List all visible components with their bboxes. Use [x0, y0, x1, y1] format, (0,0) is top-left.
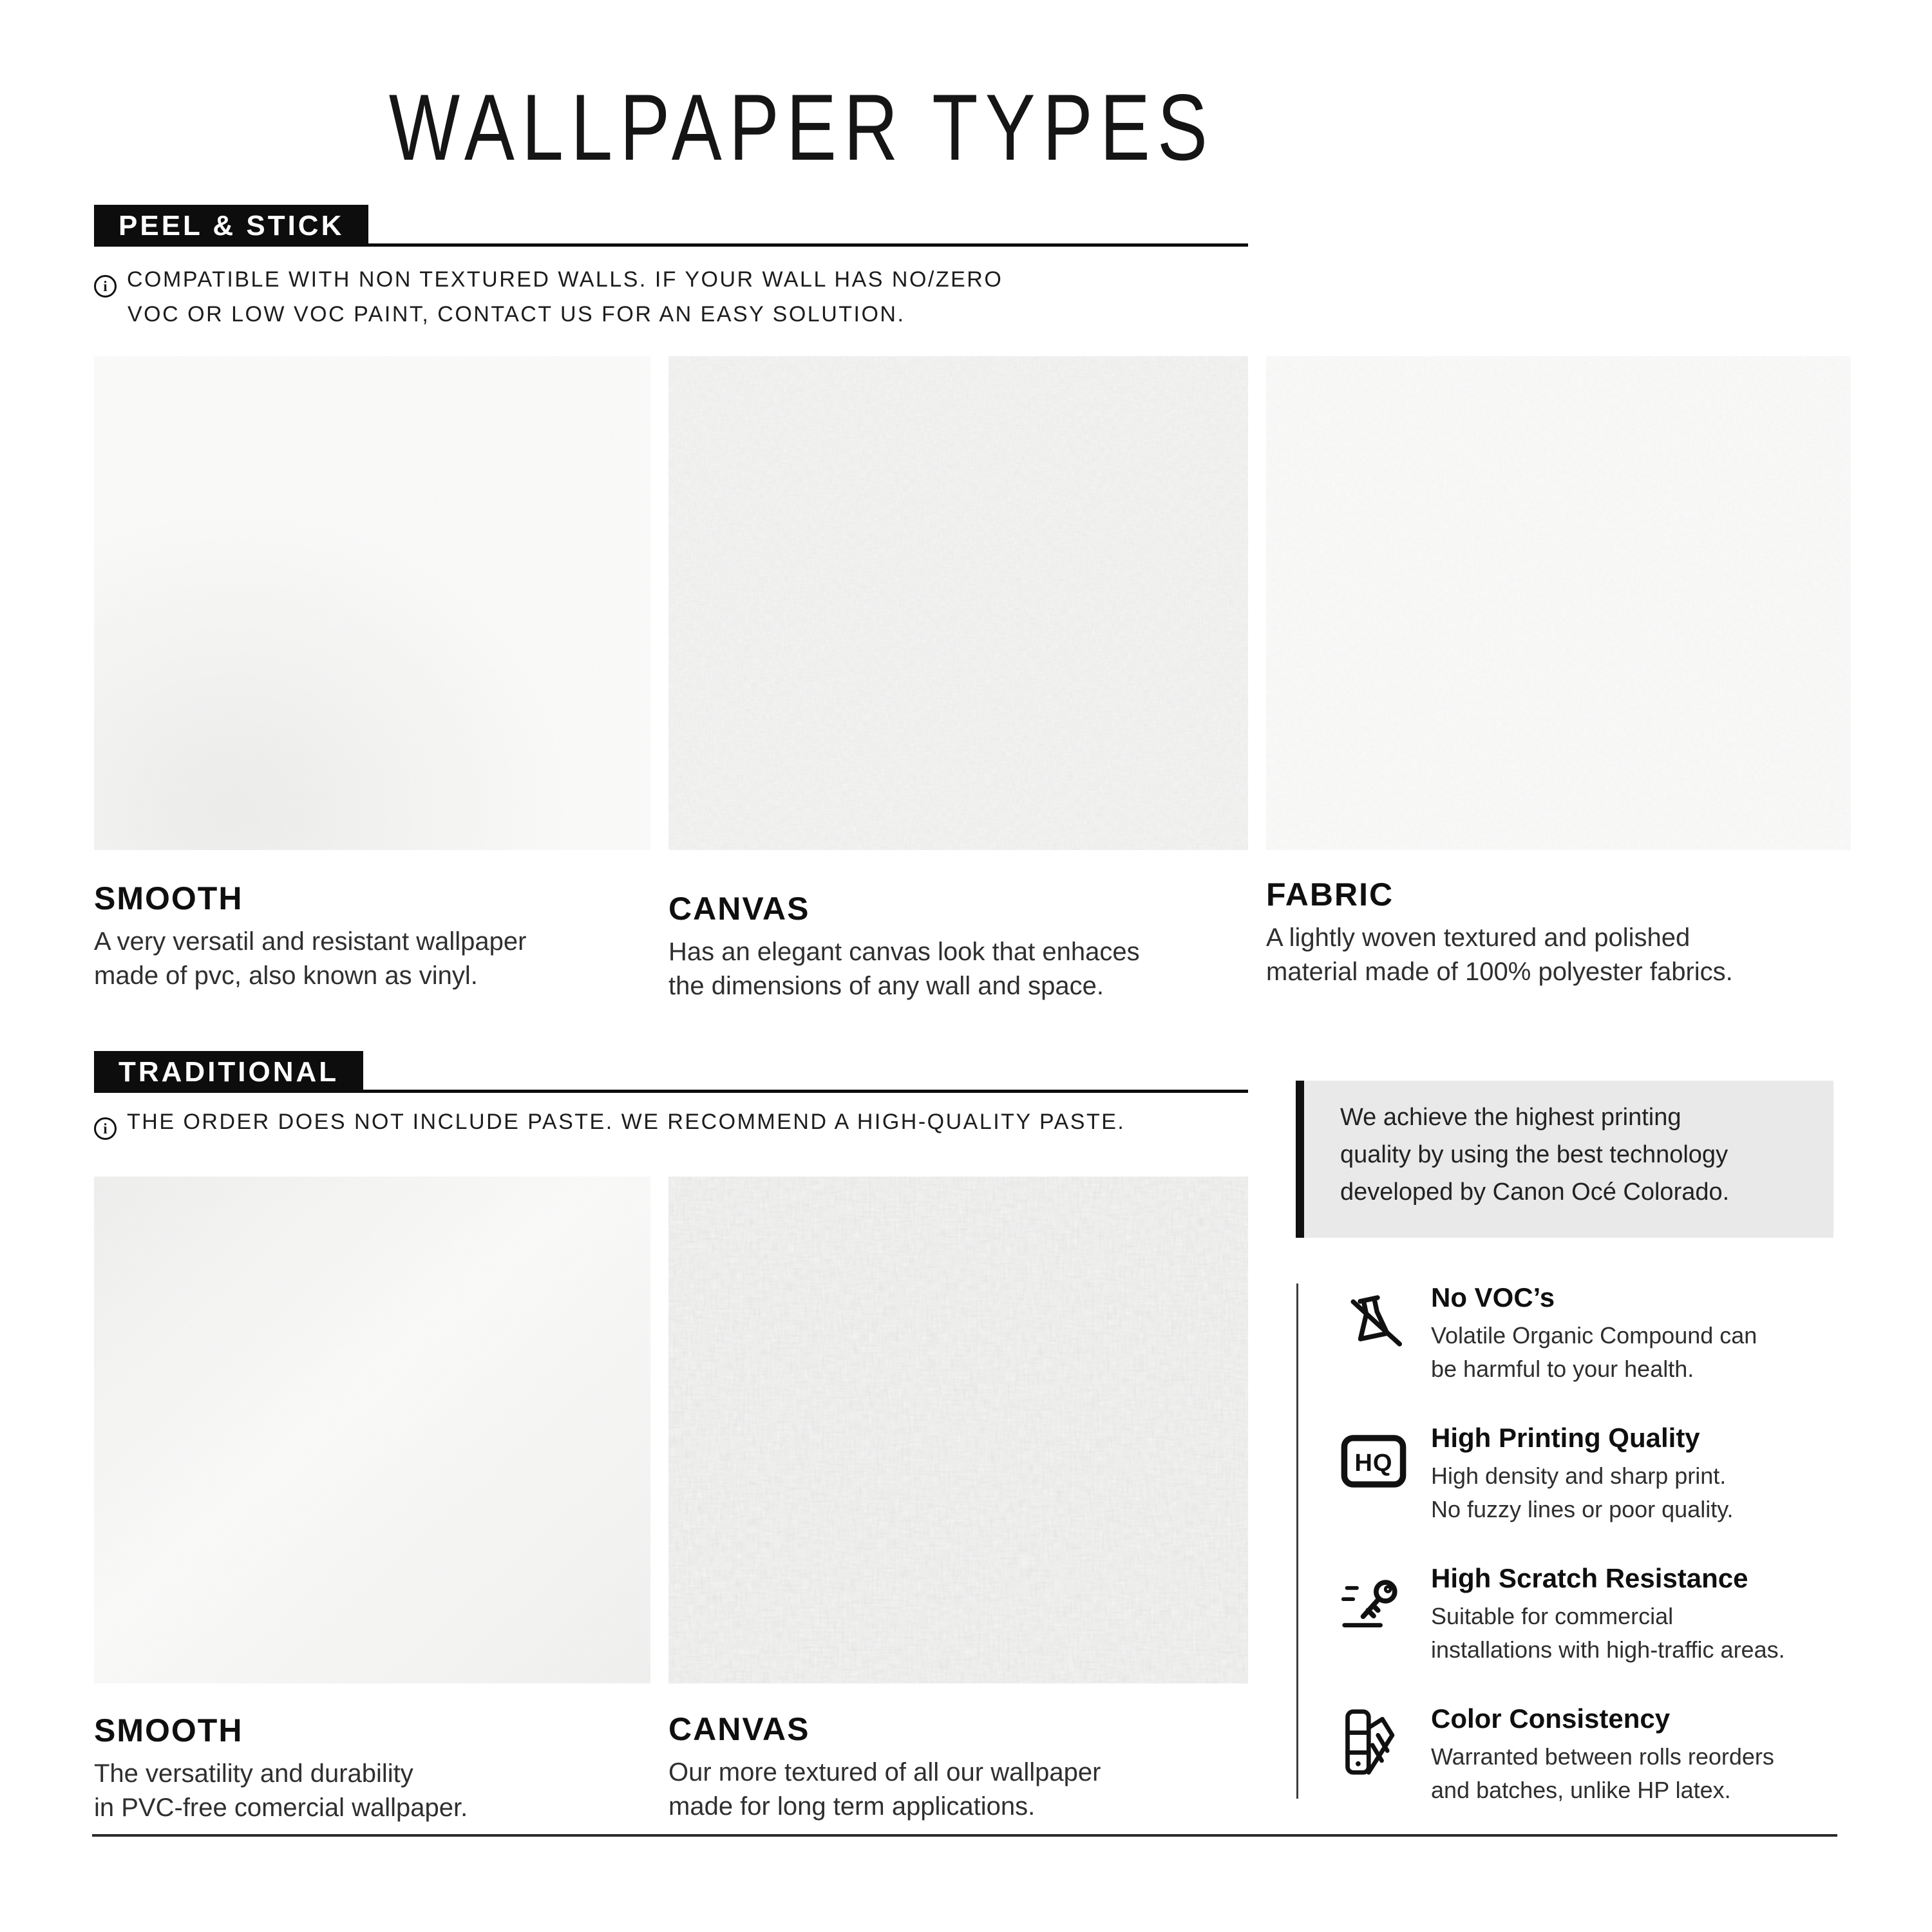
desc-line: in PVC-free comercial wallpaper.	[94, 1794, 468, 1822]
desc-line: be harmful to your health.	[1431, 1356, 1694, 1382]
section-header-traditional	[94, 1051, 1248, 1093]
coarse-canvas-texture-image	[668, 1177, 1248, 1683]
swatch-description	[1266, 921, 1733, 989]
swatch-description	[94, 1757, 468, 1825]
feature-description	[1431, 1459, 1868, 1526]
smooth-texture-image	[94, 1177, 650, 1683]
swatch-description	[668, 935, 1140, 1003]
swatch-description	[94, 925, 526, 993]
swatch-canvas-traditional	[668, 1177, 1248, 1683]
desc-line: made for long term applications.	[668, 1792, 1036, 1821]
fabric-texture-image	[1266, 356, 1851, 850]
swatch-title: SMOOTH	[94, 880, 243, 916]
swatch-title: CANVAS	[668, 891, 810, 927]
section-rule	[363, 1090, 1248, 1093]
desc-line: The versatility and durability	[94, 1759, 413, 1788]
feature-title: Color Consistency	[1431, 1703, 1671, 1734]
swatch-title: CANVAS	[668, 1711, 810, 1747]
feature-high-printing-quality	[1340, 1422, 1868, 1526]
note-traditional	[94, 1105, 1125, 1140]
note-text: VOC OR LOW VOC PAINT, CONTACT US FOR AN EASY SOLUTION.	[128, 302, 905, 327]
feature-description	[1431, 1319, 1868, 1386]
desc-line: Volatile Organic Compound can	[1431, 1322, 1757, 1349]
swatch-smooth-traditional	[94, 1177, 650, 1683]
color-swatchbook-icon	[1340, 1708, 1408, 1776]
quality-line: developed by Canon Océ Colorado.	[1340, 1179, 1730, 1206]
desc-line: made of pvc, also known as vinyl.	[94, 961, 478, 990]
section-rule	[368, 243, 1248, 247]
swatch-title: FABRIC	[1266, 876, 1394, 913]
swatch-description	[668, 1756, 1101, 1824]
feature-color-consistency	[1340, 1703, 1868, 1807]
feature-title: No VOC’s	[1431, 1282, 1555, 1312]
hq-badge-label: HQ	[1354, 1448, 1393, 1477]
smooth-texture-image	[94, 356, 650, 850]
quality-line: quality by using the best technology	[1340, 1141, 1728, 1168]
bottom-divider	[92, 1834, 1837, 1837]
desc-line: material made of 100% polyester fabrics.	[1266, 958, 1733, 986]
desc-line: High density and sharp print.	[1431, 1463, 1727, 1489]
section-header-peel-stick	[94, 205, 1248, 247]
desc-line: and batches, unlike HP latex.	[1431, 1777, 1731, 1803]
desc-line: A very versatil and resistant wallpaper	[94, 927, 527, 956]
feature-description	[1431, 1600, 1868, 1667]
quality-accent-bar	[1296, 1081, 1304, 1238]
section-label-traditional: TRADITIONAL	[94, 1051, 363, 1093]
note-text: THE ORDER DOES NOT INCLUDE PASTE. WE RECOMMEND A HIGH-QUALITY PASTE.	[127, 1110, 1126, 1134]
desc-line: A lightly woven textured and polished	[1266, 923, 1690, 952]
hq-badge-icon	[1340, 1427, 1408, 1495]
note-text: COMPATIBLE WITH NON TEXTURED WALLS. IF YOUR WALL HAS NO/ZERO	[127, 267, 1003, 292]
swatch-smooth-peel	[94, 356, 650, 850]
section-label-peel-stick: PEEL & STICK	[94, 205, 368, 247]
swatch-title: SMOOTH	[94, 1712, 243, 1748]
feature-description	[1431, 1740, 1868, 1807]
desc-line: Our more textured of all our wallpaper	[668, 1758, 1101, 1786]
desc-line: Suitable for commercial	[1431, 1603, 1674, 1629]
quality-line: We achieve the highest printing	[1340, 1104, 1681, 1131]
info-icon: i	[94, 1117, 117, 1140]
desc-line: Has an elegant canvas look that enhaces	[668, 938, 1140, 966]
no-voc-flask-icon	[1340, 1287, 1408, 1355]
features-divider-line	[1296, 1283, 1298, 1799]
desc-line: installations with high-traffic areas.	[1431, 1636, 1785, 1663]
quality-note-text	[1340, 1099, 1729, 1211]
fine-canvas-texture-image	[668, 356, 1248, 850]
swatch-canvas-peel	[668, 356, 1248, 850]
feature-no-vocs	[1340, 1282, 1868, 1386]
feature-high-scratch-resistance	[1340, 1562, 1868, 1667]
scratch-key-icon	[1340, 1567, 1408, 1636]
page-title: WALLPAPER TYPES	[388, 75, 1215, 180]
note-peel-stick	[94, 263, 1003, 332]
feature-title: High Scratch Resistance	[1431, 1563, 1748, 1593]
info-icon: i	[94, 275, 117, 298]
desc-line: Warranted between rolls reorders	[1431, 1743, 1774, 1770]
desc-line: No fuzzy lines or poor quality.	[1431, 1496, 1734, 1522]
swatch-fabric-peel	[1266, 356, 1851, 850]
desc-line: the dimensions of any wall and space.	[668, 972, 1104, 1000]
feature-title: High Printing Quality	[1431, 1423, 1700, 1453]
